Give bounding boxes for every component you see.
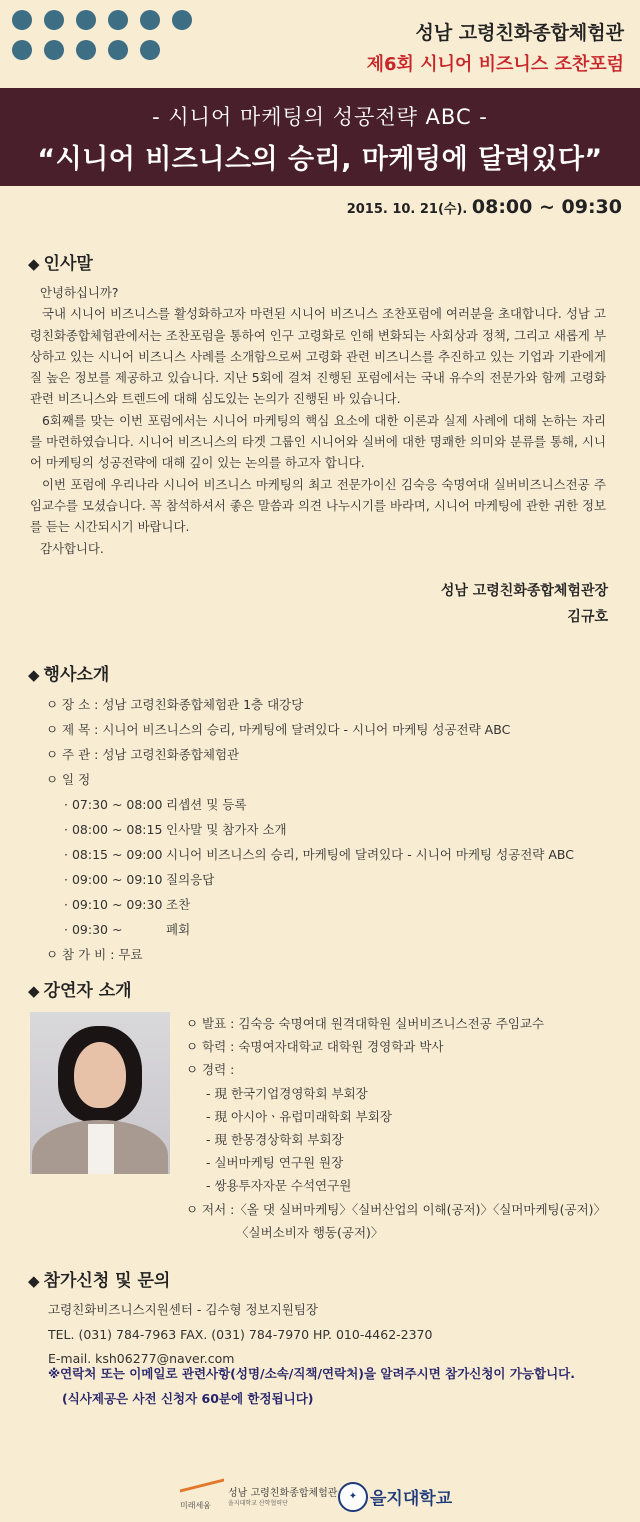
greeting-paragraph: 이번 포럼에 우리나라 시니어 비즈니스 마케팅의 최고 전문가이신 김숙응 숙명여대 실버비즈니스전공 주임교수를 모셨습니다. 꼭 참석하셔서 좋은 말씀과 의견 나누시기를 바라며, 시니어 마케팅에 관한 귀한 정보를 듣는 시간되시기 바랍니다.: [30, 476, 606, 535]
signature-org: 성남 고령친화종합체험관장: [440, 583, 608, 599]
greeting-heading: [28, 249, 93, 274]
speaker-career-label: ㅇ 경력 :: [186, 1062, 235, 1078]
schedule-time: · 09:30 ~: [64, 922, 123, 937]
schedule-desc: 폐회: [166, 922, 191, 937]
logo-top: 성남: [228, 1488, 248, 1499]
notice-line: ※연락처 또는 이메일로 관련사항(성명/소속/직책/연락처)을 알려주시면 참가신청이 가능합니다.: [48, 1366, 575, 1381]
diamond-icon: ◆: [28, 982, 40, 1000]
career-item: - 現 아시아ㆍ유럽미래학회 부회장: [206, 1108, 392, 1124]
diamond-icon: ◆: [28, 255, 40, 273]
org-title: 성남 고령친화종합체험관: [415, 22, 624, 44]
greeting-thanks: 감사합니다.: [40, 540, 104, 556]
logo-sub: 을지대학교 산학협력단: [228, 1500, 288, 1507]
schedule-desc: 인사말 및 참가자 소개: [166, 822, 287, 837]
speaker-details: [186, 1012, 606, 1244]
schedule-time: · 07:30 ~ 08:00: [64, 797, 163, 812]
schedule-item: [46, 842, 574, 867]
greeting-hello: 안녕하십니까?: [40, 285, 119, 300]
schedule-time: · 08:15 ~ 09:00: [64, 847, 163, 862]
event-details: [46, 692, 574, 967]
schedule-desc: 조찬: [166, 897, 191, 912]
schedule-desc: 리셉션 및 등록: [166, 797, 247, 812]
date-prefix: 2015. 10. 21(수).: [346, 202, 472, 217]
diamond-icon: ◆: [28, 1272, 40, 1290]
experience-center-logo: [180, 1482, 338, 1512]
greeting-heading-text: 인사말: [43, 254, 93, 274]
event-host: ㅇ 주 관 : 성남 고령친화종합체험관: [46, 747, 240, 762]
schedule-time: · 09:00 ~ 09:10: [64, 872, 163, 887]
banner-title: “시니어 비즈니스의 승리, 마케팅에 달려있다”: [37, 144, 603, 175]
schedule-item: [46, 792, 574, 817]
schedule-item: [46, 892, 574, 917]
speaker-books: ㅇ 저서 :〈올 댓 실버마케팅〉〈실버산업의 이해(공저)〉〈실머마케팅(공저)〉: [186, 1201, 607, 1217]
banner-subtitle: - 시니어 마케팅의 성공전략 ABC -: [152, 105, 488, 129]
logo-main-text: 고령친화종합체험관: [250, 1488, 338, 1499]
speaker-books-cont: 〈실버소비자 행동(공저)〉: [236, 1224, 384, 1240]
career-item: - 실버마케팅 연구원 원장: [206, 1155, 344, 1171]
logo-brand: 미래세움: [180, 1501, 211, 1510]
schedule-desc: 질의응답: [166, 872, 215, 887]
speaker-presenter: ㅇ 발표 : 김숙응 숙명여대 원격대학원 실버비즈니스전공 주임교수: [186, 1016, 545, 1031]
event-schedule-label: ㅇ 일 정: [46, 772, 91, 787]
schedule-time: · 08:00 ~ 08:15: [64, 822, 163, 837]
schedule-item: [46, 817, 574, 842]
event-heading-text: 행사소개: [43, 665, 110, 685]
speaker-photo: [30, 1012, 170, 1174]
contact-center: 고령친화비즈니스지원센터 - 김수형 정보지원팀장: [48, 1302, 319, 1317]
career-item: - 現 한국기업경영학회 부회장: [206, 1085, 368, 1101]
signature-name: 김규호: [567, 609, 608, 625]
apply-heading-text: 참가신청 및 문의: [43, 1271, 171, 1291]
contact-email[interactable]: E-mail. ksh06277@naver.com: [48, 1351, 235, 1366]
university-name: 을지대학교: [370, 1489, 453, 1509]
schedule-item: [46, 917, 574, 942]
event-heading: [28, 660, 109, 685]
greeting-paragraph: 6회째를 맞는 이번 포럼에서는 시니어 마케팅의 핵심 요소에 대한 이론과 실제 사례에 대해 논하는 자리를 마련하였습니다. 시니어 비즈니스의 타겟 그룹인 시니어와 실버에 대한 명쾌한 의미와 분류를 통해, 시니어 마케팅의 성공전략에 대해 깊이 있는 논의를 하고자 합니다.: [30, 412, 606, 471]
career-item: - 現 한몽경상학회 부회장: [206, 1132, 344, 1148]
university-seal-icon: ✦: [338, 1482, 368, 1512]
apply-notice: [48, 1362, 575, 1411]
greeting-body: [30, 282, 606, 559]
title-banner: [0, 88, 640, 186]
event-title: ㅇ 제 목 : 시니어 비즈니스의 승리, 마케팅에 달려있다 - 시니어 마케팅 성공전략 ABC: [46, 722, 511, 737]
schedule-desc: 시니어 비즈니스의 승리, 마케팅에 달려있다 - 시니어 마케팅 성공전략 ABC: [166, 847, 574, 862]
speaker-heading: [28, 976, 132, 1001]
schedule-item: [46, 867, 574, 892]
contact-info: [48, 1298, 432, 1372]
footer: [0, 1478, 640, 1518]
time-range: 08:00 ~ 09:30: [471, 196, 622, 218]
speaker-degree: ㅇ 학력 : 숙명여자대학교 대학원 경영학과 박사: [186, 1039, 444, 1055]
contact-phones: TEL. (031) 784-7963 FAX. (031) 784-7970 HP. 010-4462-2370: [48, 1326, 433, 1342]
event-date: [347, 196, 622, 218]
notice-line: (식사제공은 사전 신청자 60분에 한정됩니다): [62, 1390, 314, 1406]
diamond-icon: ◆: [28, 666, 40, 684]
speaker-heading-text: 강연자 소개: [43, 981, 132, 1001]
greeting-paragraph: 국내 시니어 비즈니스를 활성화하고자 마련된 시니어 비즈니스 조찬포럼에 여러분을 초대합니다. 성남 고령친화종합체험관에서는 조찬포럼을 통하여 인구 고령화로 인해 변화되는 사회상과 정책, 그리고 새롭게 부상하고 있는 시니어 비즈니스 사례를 소개함으로써 고령화 관련 비즈니스를 추진하고 있는 기업과 기관에게 질 높은 정보를 제공하고 있습니다. 지난 5회에 걸쳐 진행된 포럼에서는 국내 유수의 전문가와 함께 고령화 관련 비즈니스와 트렌드에 대해 심도있는 논의가 진행된 바 있습니다.: [30, 306, 606, 407]
schedule-time: · 09:10 ~ 09:30: [64, 897, 163, 912]
event-place: ㅇ 장 소 : 성남 고령친화종합체험관 1층 대강당: [46, 697, 304, 712]
logo-main: [228, 1484, 337, 1499]
event-fee: ㅇ 참 가 비 : 무료: [46, 947, 143, 962]
apply-heading: [28, 1266, 170, 1291]
career-item: - 쌍용투자자문 수석연구원: [206, 1178, 352, 1194]
forum-title: 제6회 시니어 비즈니스 조찬포럼: [366, 54, 624, 75]
